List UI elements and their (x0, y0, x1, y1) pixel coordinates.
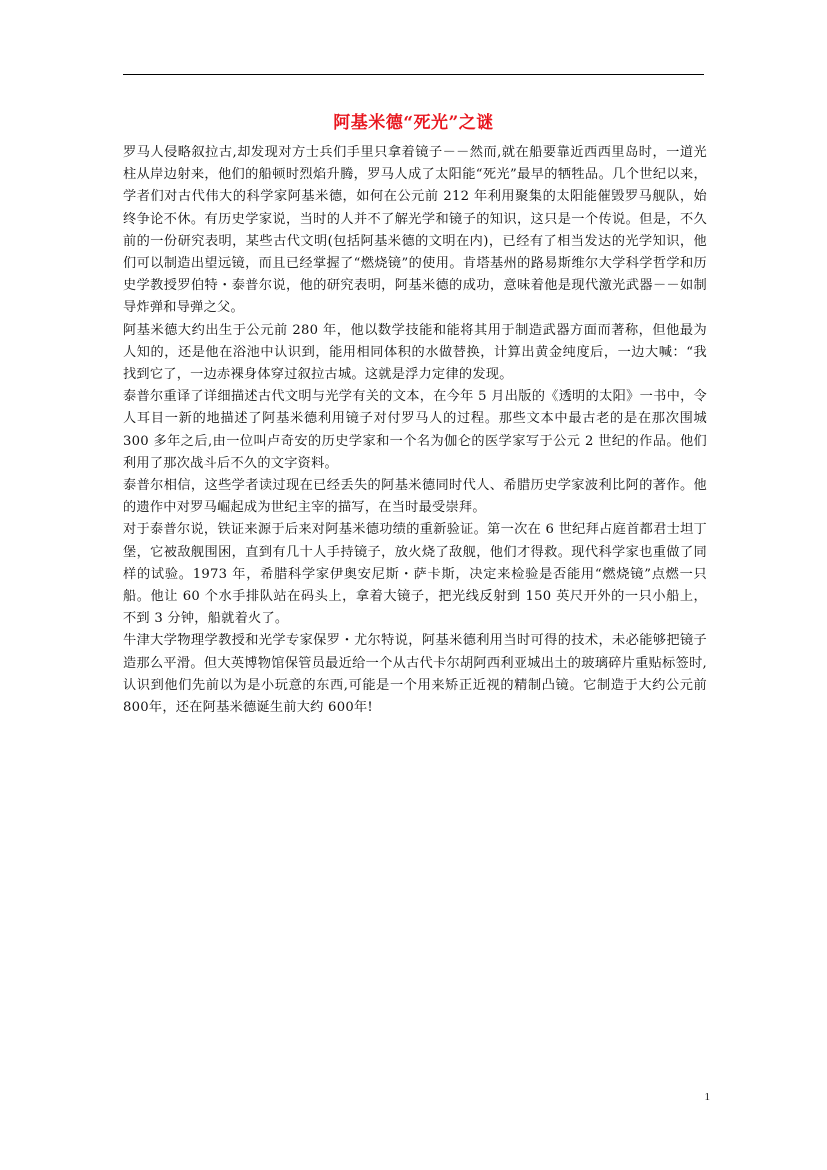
article-title: 阿基米德“死光”之谜 (333, 113, 494, 133)
paragraph-6: 牛津大学物理学教授和光学专家保罗・尤尔特说，阿基米德利用当时可得的技术，未必能够把镜子造那么平滑。但大英博物馆保管员最近给一个从古代卡尔胡阿西利亚城出土的玻璃碎片重贴标签时,认识到他们先前以为是小玩意的东西,可能是一个用来矫正近视的精制凸镜。它制造于大约公元前 800年，还在阿基米德诞生前大约 600年! (123, 633, 707, 716)
paragraph-3: 泰普尔重译了详细描述古代文明与光学有关的文本，在今年 5 月出版的《透明的太阳》一书中，令人耳目一新的地描述了阿基米德利用镜子对付罗马人的过程。那些文本中最古老的是在那次围城 300 多年之后,由一位叫卢奇安的历史学家和一个名为伽仑的医学家写于公元 2 世纪的作品。他们利用了那次战斗后不久的文字资料。 (123, 389, 707, 471)
paragraph-1: 罗马人侵略叙拉古,却发现对方士兵们手里只拿着镜子－－然而,就在船要靠近西西里岛时，一道光柱从岸边射来，他们的船顿时烈焰升腾，罗马人成了太阳能“死光”最早的牺牲品。几个世纪以来，学者们对古代伟大的科学家阿基米德，如何在公元前 212 年利用聚集的太阳能催毁罗马舰队，始终争论不休。有历史学家说，当时的人并不了解光学和镜子的知识，这只是一个传说。但是，不久前的一份研究表明，某些古代文明(包括阿基米德的文明在内)，已经有了相当发达的光学知识，他们可以制造出望远镜，而且已经掌握了“燃烧镜”的使用。肯塔基州的路易斯维尔大学科学哲学和历史学教授罗伯特・泰普尔说，他的研究表明，阿基米德的成功，意味着他是现代激光武器－－如制导炸弹和导弹之父。 (123, 145, 707, 316)
article-body (123, 142, 707, 719)
paragraph-2: 阿基米德大约出生于公元前 280 年，他以数学技能和能将其用于制造武器方面而著称，但他最为人知的，还是他在浴池中认识到，能用相同体积的水做替换，计算出黄金纯度后，一边大喊：“我找到它了，一边赤裸身体穿过叙拉古城。这就是浮力定律的发现。 (123, 322, 707, 383)
paragraph-4: 泰普尔相信，这些学者读过现在已经丢失的阿基米德同时代人、希腊历史学家波利比阿的著作。他的遗作中对罗马崛起成为世纪主宰的描写，在当时最受崇拜。 (123, 478, 707, 516)
header-rule (123, 74, 704, 75)
page-number: 1 (704, 1091, 710, 1103)
paragraph-5: 对于泰普尔说，铁证来源于后来对阿基米德功绩的重新验证。第一次在 6 世纪拜占庭首都君士坦丁堡，它被敌舰围困，直到有几十人手持镜子，放火烧了敌舰，他们才得救。现代科学家也重做了同样的试验。1973 年，希腊科学家伊奥安尼斯・萨卡斯，决定来检验是否能用“燃烧镜”点燃一只船。他让 60 个水手排队站在码头上，拿着大镜子，把光线反射到 150 英尺开外的一只小船上，不到 3 分钟，船就着火了。 (123, 522, 707, 627)
